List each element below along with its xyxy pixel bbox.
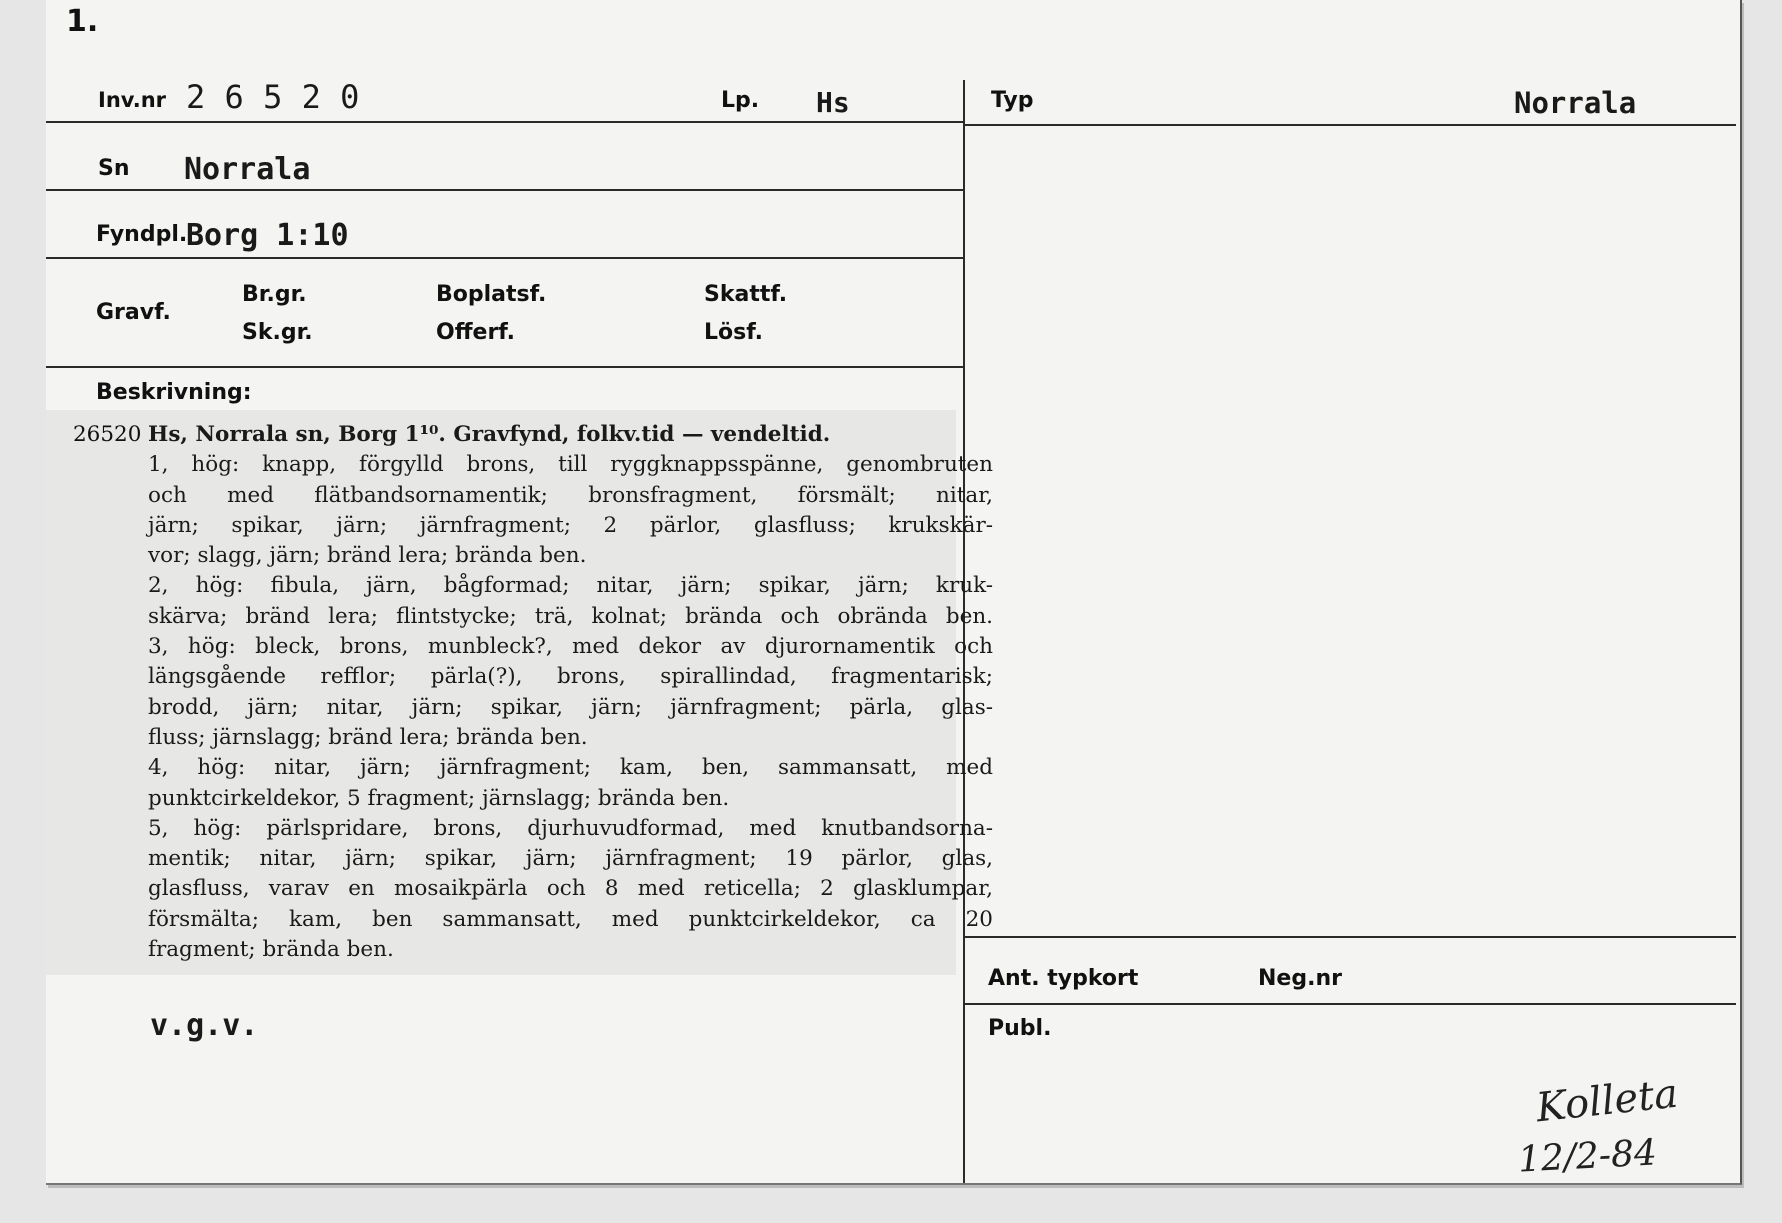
lp-value: Hs bbox=[816, 86, 850, 119]
description-line: 4, hög: nitar, järn; järnfragment; kam, ben, sammansatt, med bbox=[148, 755, 993, 781]
description-line: 3, hög: bleck, brons, munbleck?, med dekor av djurornamentik och bbox=[148, 634, 993, 660]
publ-label: Publ. bbox=[988, 1016, 1052, 1041]
description-line: och med flätbandsornamentik; bronsfragment, försmält; nitar, bbox=[148, 482, 993, 508]
gravf-label: Gravf. bbox=[96, 300, 171, 325]
header-rule-left bbox=[46, 121, 963, 123]
sn-label: Sn bbox=[98, 156, 130, 181]
ant-typkort-label: Ant. typkort bbox=[988, 966, 1139, 991]
skgr-label: Sk.gr. bbox=[242, 320, 313, 345]
description-line: skärva; bränd lera; flintstycke; trä, kolnat; brända och obrända ben. bbox=[148, 603, 993, 629]
losf-label: Lösf. bbox=[704, 320, 763, 345]
skattf-label: Skattf. bbox=[704, 282, 788, 307]
lp-label: Lp. bbox=[721, 88, 760, 113]
sn-value: Norrala bbox=[184, 152, 311, 187]
description-line: järn; spikar, järn; järnfragment; 2 pärlor, glasfluss; krukskär- bbox=[148, 512, 993, 538]
offerf-label: Offerf. bbox=[436, 320, 516, 345]
description-line: fragment; brända ben. bbox=[148, 937, 394, 963]
description-line: mentik; nitar, järn; spikar, järn; järnfragment; 19 pärlor, glas, bbox=[148, 846, 993, 872]
inv-label: Inv.nr bbox=[98, 88, 167, 112]
fyndpl-label: Fyndpl. bbox=[96, 222, 188, 247]
neg-nr-label: Neg.nr bbox=[1258, 966, 1342, 991]
description-line: vor; slagg, järn; bränd lera; brända ben. bbox=[148, 543, 587, 569]
description-line: fluss; järnslagg; bränd lera; brända ben. bbox=[148, 724, 588, 750]
description-line: längsgående refflor; pärla(?), brons, spirallindad, fragmentarisk; bbox=[148, 664, 993, 690]
header-rule-right bbox=[963, 124, 1736, 126]
handwritten-date: 12/2-84 bbox=[1517, 1132, 1658, 1181]
publ-rule bbox=[963, 1003, 1736, 1005]
description-inv-number: 26520 bbox=[73, 422, 142, 447]
handwritten-signature: Kolleta bbox=[1533, 1070, 1681, 1132]
fyndpl-rule bbox=[46, 257, 963, 259]
description-line: glasfluss, varav en mosaikpärla och 8 med reticella; 2 glasklumpar, bbox=[148, 876, 993, 902]
brgr-label: Br.gr. bbox=[242, 282, 307, 307]
boplatsf-label: Boplatsf. bbox=[436, 282, 547, 307]
right-lower-rule bbox=[963, 936, 1736, 938]
categories-rule bbox=[46, 366, 963, 368]
catalog-card bbox=[46, 0, 1742, 1185]
inv-value: 2 6 5 2 0 bbox=[186, 78, 360, 116]
vgv-note: v.g.v. bbox=[150, 1008, 259, 1043]
sn-rule bbox=[46, 189, 963, 191]
fyndpl-value: Borg 1:10 bbox=[186, 218, 349, 253]
description-line: 5, hög: pärlspridare, brons, djurhuvudformad, med knutbandsorna- bbox=[148, 815, 993, 841]
beskrivning-label: Beskrivning: bbox=[96, 380, 252, 405]
description-line: försmälta; kam, ben sammansatt, med punktcirkeldekor, ca 20 bbox=[148, 906, 993, 932]
typ-label: Typ bbox=[991, 88, 1034, 113]
description-text bbox=[148, 420, 993, 965]
description-line: 2, hög: fibula, järn, bågformad; nitar, järn; spikar, järn; kruk- bbox=[148, 573, 993, 599]
description-line: 1, hög: knapp, förgylld brons, till ryggknappsspänne, genombruten bbox=[148, 452, 993, 478]
description-line: brodd, järn; nitar, järn; spikar, järn; järnfragment; pärla, glas- bbox=[148, 694, 993, 720]
description-line: Hs, Norrala sn, Borg 1¹⁰. Gravfynd, folkv.tid — vendeltid. bbox=[148, 422, 831, 447]
typ-value: Norrala bbox=[1514, 86, 1637, 120]
description-line: punktcirkeldekor, 5 fragment; järnslagg; brända ben. bbox=[148, 785, 730, 811]
card-number: 1. bbox=[66, 4, 99, 39]
